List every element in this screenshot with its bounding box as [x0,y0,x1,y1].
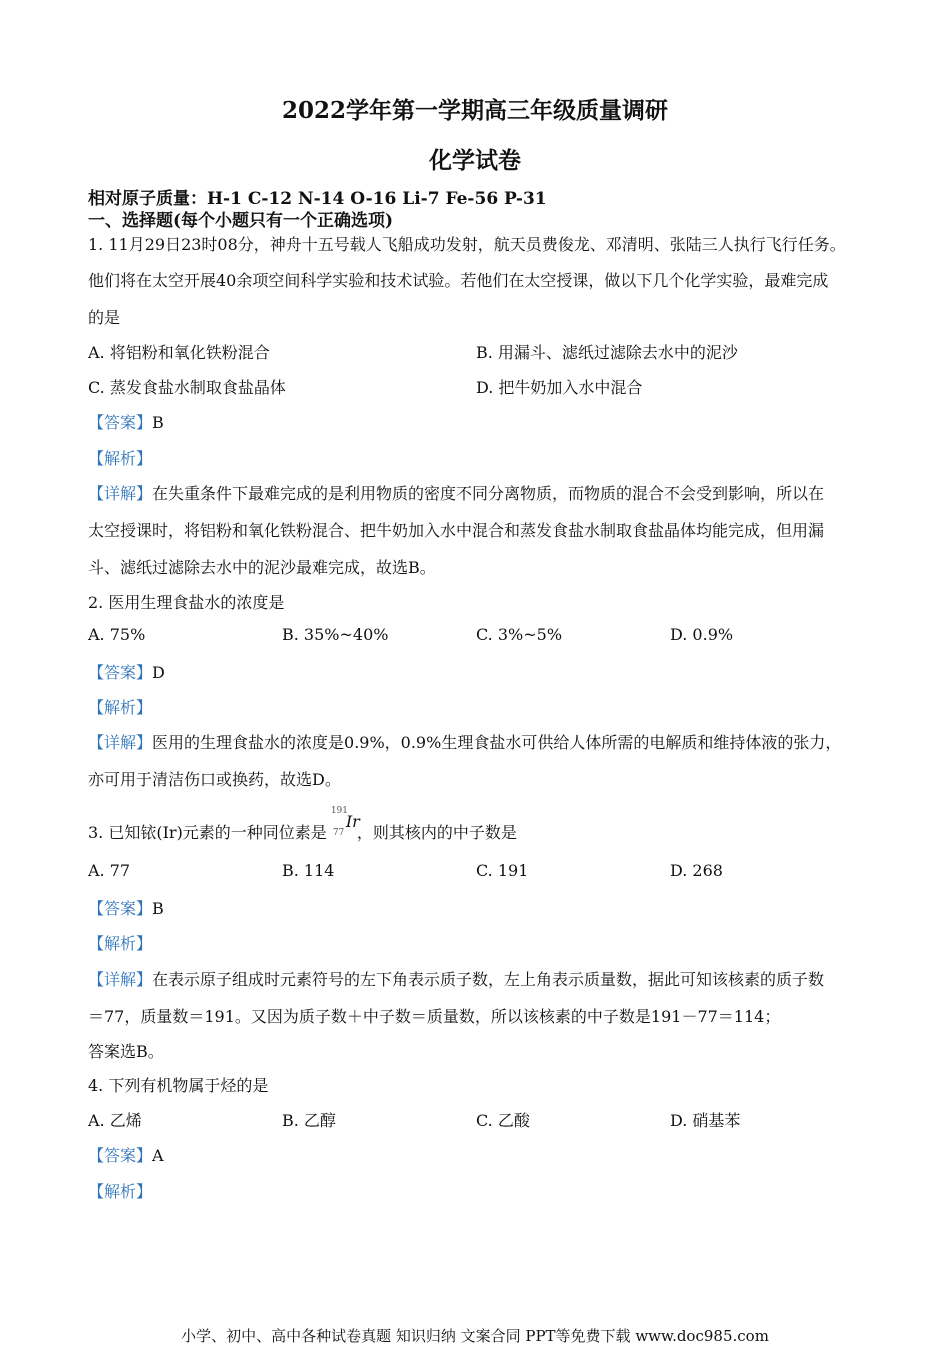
q2-option-b: B. 35%~40% [282,625,389,644]
q3-detail-line [88,967,824,990]
isotope-mass-number: 191 [330,806,348,816]
detail-text: 医用的生理食盐水的浓度是0.9%，0.9%生理食盐水可供给人体所需的电解质和维持体液的张力， [152,733,842,752]
q3-option-b: B. 114 [282,861,335,880]
q1-detail-line: 太空授课时，将铝粉和氧化铁粉混合、把牛奶加入水中混合和蒸发食盐水制取食盐晶体均能完成，但用漏 [88,521,825,540]
q1-option-a: A. 将铝粉和氧化铁粉混合 [88,343,270,362]
q3-stem-before: 3. 已知铱(Ir)元素的一种同位素是 [88,823,327,842]
analysis-label: 【解析】 [88,698,153,717]
q2-detail-line [88,730,841,753]
q4-option-d: D. 硝基苯 [670,1111,741,1130]
q4-answer [88,1143,164,1166]
q3-option-d: D. 268 [670,861,723,880]
q1-option-b: B. 用漏斗、滤纸过滤除去水中的泥沙 [476,343,738,362]
q2-analysis [88,695,152,718]
q3-answer [88,896,164,919]
q4-stem: 4. 下列有机物属于烃的是 [88,1076,269,1095]
analysis-label: 【解析】 [88,1182,153,1201]
q1-option-c: C. 蒸发食盐水制取食盐晶体 [88,378,286,397]
exam-subtitle: 化学试卷 [429,147,521,174]
q4-option-b: B. 乙醇 [282,1111,336,1130]
detail-text: 在失重条件下最难完成的是利用物质的密度不同分离物质，而物质的混合不会受到影响，所以在 [152,484,825,503]
q1-detail-line: 斗、滤纸过滤除去水中的泥沙最难完成，故选B。 [88,558,436,577]
q4-option-a: A. 乙烯 [88,1111,142,1130]
page-footer: 小学、初中、高中各种试卷真题 知识归纳 文案合同 PPT等免费下载 www.doc985.com [181,1327,769,1345]
analysis-label: 【解析】 [88,934,153,953]
analysis-label: 【解析】 [88,449,153,468]
q3-option-c: C. 191 [476,861,529,880]
detail-label: 【详解】 [88,484,153,503]
q1-detail-line [88,481,824,504]
q3-stem-after: ，则其核内的中子数是 [356,823,517,842]
isotope-symbol [330,806,360,844]
answer-value: A [152,1146,164,1165]
answer-label: 【答案】 [88,1146,153,1165]
q2-option-c: C. 3%~5% [476,625,563,644]
q1-stem-line: 的是 [88,308,121,327]
answer-value: B [152,899,164,918]
q2-option-d: D. 0.9% [670,625,734,644]
q3-stem [88,806,517,844]
answer-label: 【答案】 [88,413,153,432]
detail-label: 【详解】 [88,970,153,989]
q1-stem-line: 他们将在太空开展40余项空间科学实验和技术试验。若他们在太空授课，做以下几个化学实验，最难完成 [88,271,829,290]
q3-detail-line: 答案选B。 [88,1042,164,1061]
section-heading: 一、选择题(每个小题只有一个正确选项) [88,211,394,231]
q2-option-a: A. 75% [88,625,146,644]
answer-label: 【答案】 [88,663,153,682]
answer-label: 【答案】 [88,899,153,918]
q2-stem: 2. 医用生理食盐水的浓度是 [88,593,285,612]
detail-text: 在表示原子组成时元素符号的左下角表示质子数，左上角表示质量数，据此可知该核素的质子数 [152,970,825,989]
q4-analysis [88,1179,152,1202]
q3-detail-line: ＝77，质量数＝191。又因为质子数＋中子数＝质量数，所以该核素的中子数是191－77＝114； [88,1007,781,1026]
q1-stem-line: 1. 11月29日23时08分，神舟十五号载人飞船成功发射，航天员费俊龙、邓清明、张陆三人执行飞行任务。 [88,235,846,254]
q2-detail-line: 亦可用于清洁伤口或换药，故选D。 [88,770,341,789]
answer-value: B [152,413,164,432]
q2-answer [88,660,165,683]
element-symbol: Ir [345,812,360,831]
detail-label: 【详解】 [88,733,153,752]
q4-option-c: C. 乙酸 [476,1111,530,1130]
q3-analysis [88,931,152,954]
answer-value: D [152,663,165,682]
isotope-atomic-number: 77 [332,828,345,838]
q1-analysis [88,446,152,469]
atomic-masses: 相对原子质量：H-1 C-12 N-14 O-16 Li-7 Fe-56 P-31 [88,189,547,209]
exam-title: 2022学年第一学期高三年级质量调研 [281,97,668,124]
q1-answer [88,410,164,433]
q1-option-d: D. 把牛奶加入水中混合 [476,378,643,397]
q3-option-a: A. 77 [88,861,131,880]
